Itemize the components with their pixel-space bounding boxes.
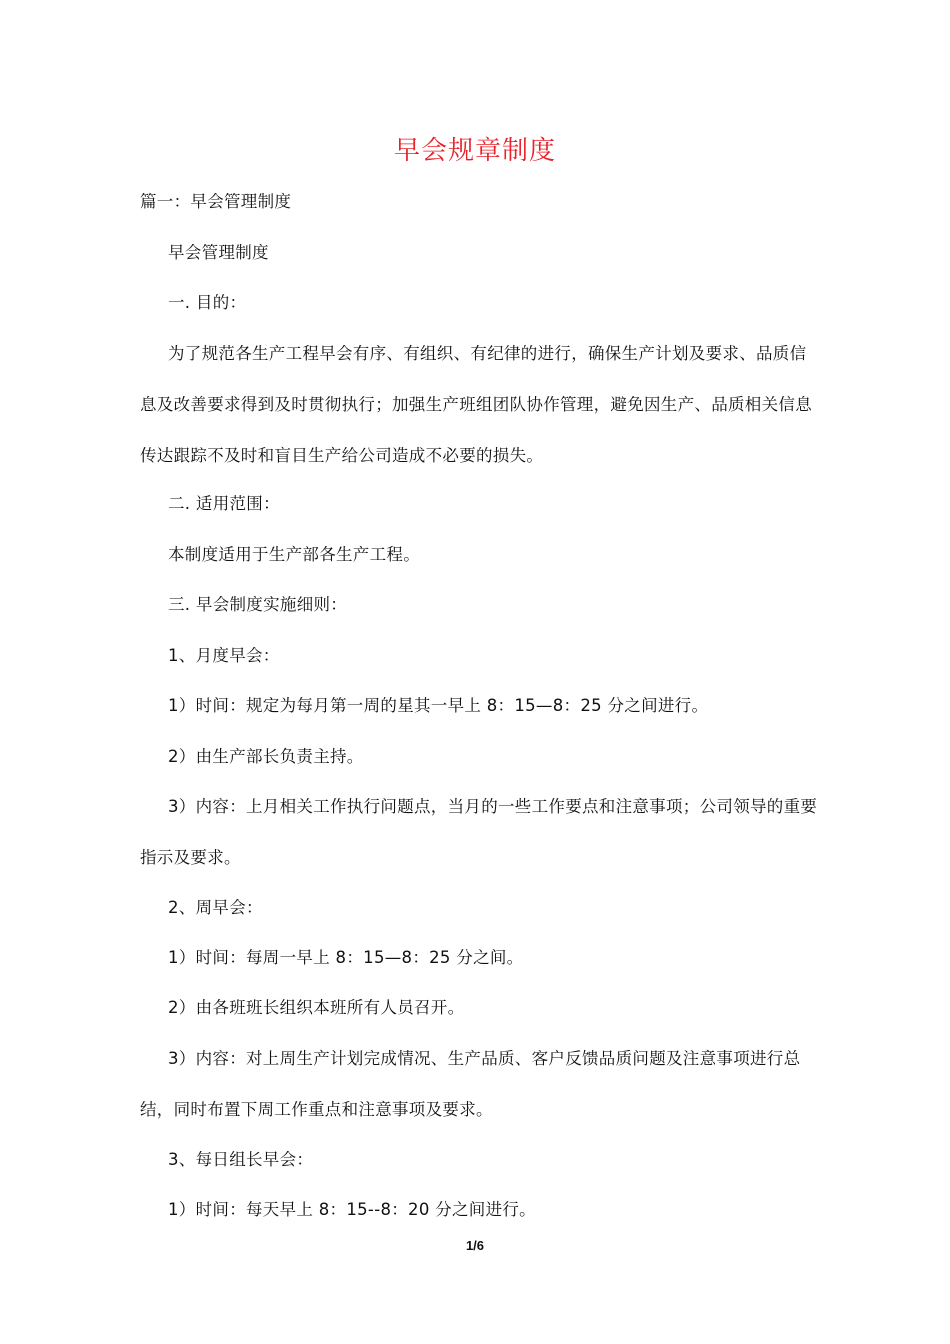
heading-purpose: 一. 目的： (168, 293, 247, 312)
paragraph-scope: 本制度适用于生产部各生产工程。 (168, 545, 420, 564)
item-weekly-host: 2）由各班班长组织本班所有人员召开。 (168, 998, 465, 1017)
item-weekly-content: 3）内容：对上周生产计划完成情况、生产品质、客户反馈品质问题及注意事项进行总结，同时布置下周工作重点和注意事项及要求。 (140, 1049, 801, 1119)
item-weekly: 2、周早会： (168, 898, 263, 917)
item-monthly-time: 1）时间：规定为每月第一周的星其一早上 8：15—8：25 分之间进行。 (168, 696, 709, 715)
item-monthly-host: 2）由生产部长负责主持。 (168, 747, 364, 766)
section-heading: 篇一：早会管理制度 (140, 192, 292, 211)
subtitle: 早会管理制度 (168, 243, 269, 262)
page-number: 1/6 (465, 1238, 485, 1253)
heading-rules: 三. 早会制度实施细则： (168, 595, 348, 614)
item-monthly-content: 3）内容：上月相关工作执行问题点，当月的一些工作要点和注意事项；公司领导的重要指示及要求。 (140, 797, 818, 867)
item-daily-time: 1）时间：每天早上 8：15--8：20 分之间进行。 (168, 1200, 536, 1219)
item-monthly: 1、月度早会： (168, 646, 280, 665)
item-weekly-time: 1）时间：每周一早上 8：15—8：25 分之间。 (168, 948, 524, 967)
document-title: 早会规章制度 (393, 136, 556, 166)
item-daily: 3、每日组长早会： (168, 1150, 314, 1169)
heading-scope: 二. 适用范围： (168, 494, 280, 513)
paragraph-purpose: 为了规范各生产工程早会有序、有组织、有纪律的进行，确保生产计划及要求、品质信息及改善要求得到及时贯彻执行；加强生产班组团队协作管理，避免因生产、品质相关信息传达跟踪不及时和盲目生产给公司造成不必要的损失。 (140, 344, 812, 465)
